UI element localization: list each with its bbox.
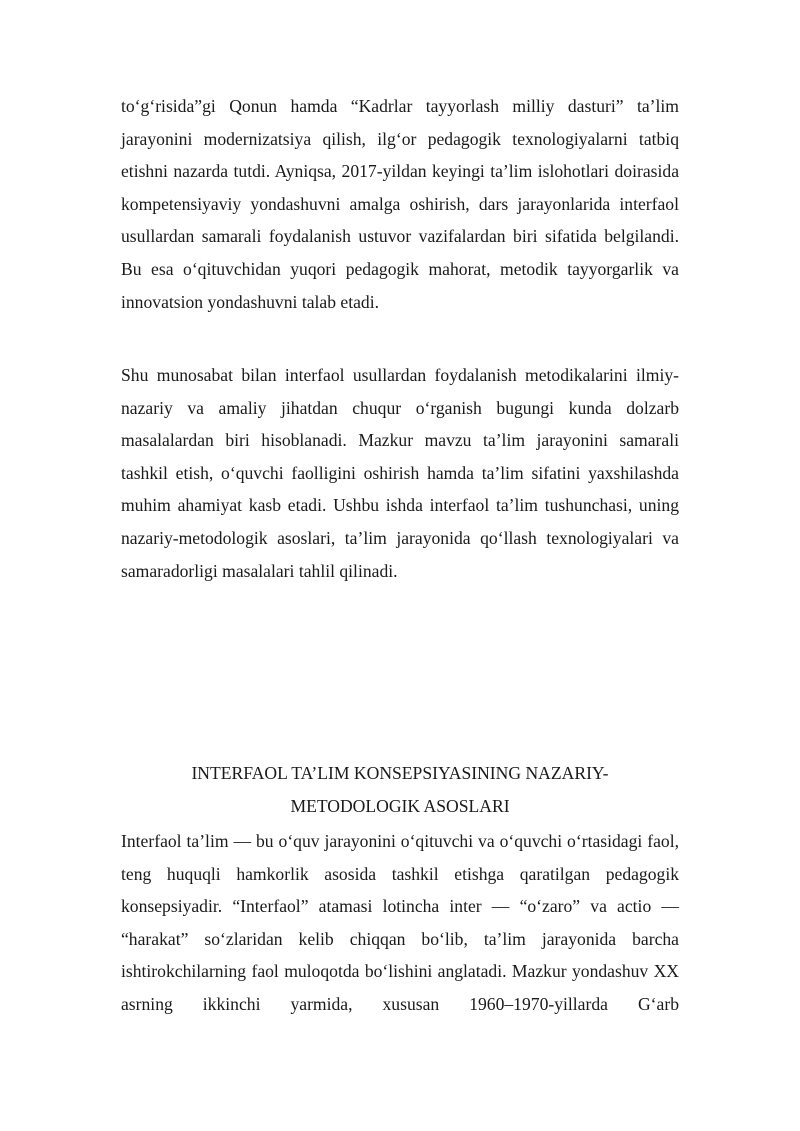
section-heading-line-1: INTERFAOL TA’LIM KONSEPSIYASINING NAZARIY- xyxy=(191,763,609,783)
paragraph-3-text: Interfaol ta’lim — bu o‘quv jarayonini o‘qituvchi va o‘quvchi o‘rtasidagi faol, teng huquqli hamkorlik asosida tashkil etishga qaratilgan pedagogik konsepsiyadir. “Interfaol” atamasi lotincha inter — “o‘zaro” va actio — “harakat” so‘zlaridan kelib chiqqan bo‘lib, ta’lim jarayonida barcha ishtirokchilarning faol muloqotda bo‘lishini anglatadi. Mazkur yondashuv XX asrning ikkinchi yarmida, xususan 1960–1970-yillarda G‘arb xyxy=(121,831,679,1014)
paragraph-2 xyxy=(121,359,679,587)
paragraph-1-text: to‘g‘risida”gi Qonun hamda “Kadrlar tayyorlash milliy dasturi” ta’lim jarayonini modernizatsiya qilish, ilg‘or pedagogik texnologiyalarni tatbiq etishni nazarda tutdi. Ayniqsa, 2017-yildan keyingi ta’lim islohotlari doirasida kompetensiyaviy yondashuvni amalga oshirish, dars jarayonlarida interfaol usullardan samarali foydalanish ustuvor vazifalardan biri sifatida belgilandi. Bu esa o‘qituvchidan yuqori pedagogik mahorat, metodik tayyorgarlik va innovatsion yondashuvni talab etadi. xyxy=(121,96,679,312)
paragraph-3 xyxy=(121,825,679,1021)
section-heading-line-2: METODOLOGIK ASOSLARI xyxy=(290,795,510,816)
paragraph-1 xyxy=(121,90,679,318)
paragraph-2-text: Shu munosabat bilan interfaol usullardan foydalanish metodikalarini ilmiy-nazariy va amaliy jihatdan chuqur o‘rganish bugungi kunda dolzarb masalalardan biri hisoblanadi. Mazkur mavzu ta’lim jarayonini samarali tashkil etish, o‘quvchi faolligini oshirish hamda ta’lim sifatini yaxshilashda muhim ahamiyat kasb etadi. Ushbu ishda interfaol ta’lim tushunchasi, uning nazariy-metodologik asoslari, ta’lim jarayonida qo‘llash texnologiyalari va samaradorligi masalalari tahlil qilinadi. xyxy=(121,365,679,581)
section-heading xyxy=(121,757,679,822)
